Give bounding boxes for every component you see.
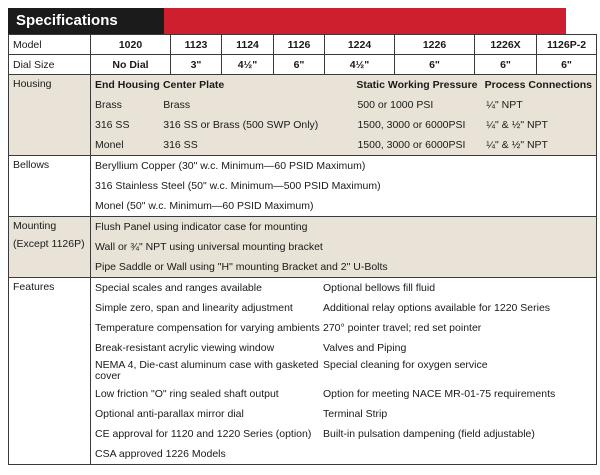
mounting-item: Wall or ¾" NPT using universal mounting bracket — [95, 241, 323, 253]
feature-item: CSA approved 1226 Models — [95, 448, 226, 460]
features-content — [91, 278, 597, 465]
feature-item: Built-in pulsation dampening (field adjustable) — [323, 428, 535, 440]
dial-size-cell: 4½" — [222, 55, 274, 75]
model-cell: 1126 — [274, 35, 325, 55]
model-row — [9, 35, 597, 55]
feature-item: Low friction "O" ring sealed shaft output — [95, 388, 279, 400]
housing-section — [9, 75, 597, 156]
housing-content — [91, 75, 597, 156]
feature-row — [95, 298, 592, 318]
bellows-item: Beryllium Copper (30" w.c. Minimum—60 PSID Maximum) — [95, 160, 366, 172]
bellows-item: Monel (50" w.c. Minimum—60 PSID Maximum) — [95, 200, 314, 212]
feature-item: Optional anti-parallax mirror dial — [95, 408, 244, 420]
feature-item: Terminal Strip — [323, 408, 388, 420]
housing-cell: ¼" & ½" NPT — [486, 119, 548, 131]
feature-item: NEMA 4, Die-cast aluminum case with gasketed cover — [95, 359, 319, 382]
housing-cell: Brass — [95, 99, 122, 111]
feature-item: Special cleaning for oxygen service — [323, 359, 488, 371]
housing-cell: 1500, 3000 or 6000PSI — [357, 139, 466, 151]
dial-size-row — [9, 55, 597, 75]
mounting-label-cell — [9, 217, 91, 278]
model-cell: 1020 — [91, 35, 171, 55]
mounting-section — [9, 217, 597, 278]
bellows-section — [9, 156, 597, 217]
header-red-bar — [164, 8, 566, 34]
housing-header: End Housing — [95, 79, 160, 91]
feature-item: Simple zero, span and linearity adjustment — [95, 302, 293, 314]
housing-cell: ¼" & ½" NPT — [486, 139, 548, 151]
specifications-sheet — [8, 8, 592, 465]
housing-header-row — [95, 75, 592, 95]
feature-row — [95, 338, 592, 358]
dial-size-cell: 6" — [274, 55, 325, 75]
features-section — [9, 278, 597, 465]
housing-cell: 316 SS or Brass (500 SWP Only) — [163, 119, 319, 131]
model-label: Model — [9, 35, 91, 55]
dial-size-cell: 6" — [537, 55, 597, 75]
dial-size-cell: 4½" — [325, 55, 395, 75]
housing-header: Process Connections — [484, 79, 592, 91]
housing-cell: 1500, 3000 or 6000PSI — [357, 119, 466, 131]
housing-cell: 316 SS — [163, 139, 198, 151]
feature-item: Option for meeting NACE MR-01-75 requirements — [323, 388, 556, 400]
model-cell: 1224 — [325, 35, 395, 55]
dial-size-cell: 6" — [475, 55, 537, 75]
housing-header: Static Working Pressure — [356, 79, 478, 91]
feature-item: Optional bellows fill fluid — [323, 282, 436, 294]
housing-label: Housing — [9, 75, 91, 156]
specifications-header — [8, 8, 566, 34]
specifications-table — [8, 34, 597, 465]
mounting-item: Pipe Saddle or Wall using "H" mounting Bracket and 2" U-Bolts — [95, 261, 388, 273]
dial-size-cell: No Dial — [91, 55, 171, 75]
feature-item: Valves and Piping — [323, 342, 407, 354]
housing-row — [95, 135, 592, 155]
model-cell: 1226X — [475, 35, 537, 55]
feature-row — [95, 384, 592, 404]
housing-cell: Monel — [95, 139, 124, 151]
housing-cell: Brass — [163, 99, 191, 111]
feature-row — [95, 424, 592, 444]
feature-item: CE approval for 1120 and 1220 Series (option) — [95, 428, 312, 440]
mounting-item: Flush Panel using indicator case for mounting — [95, 221, 308, 233]
feature-item: 270° pointer travel; red set pointer — [323, 322, 482, 334]
feature-row — [95, 444, 592, 464]
feature-row — [95, 318, 592, 338]
housing-cell: ¼" NPT — [486, 99, 523, 111]
bellows-label: Bellows — [9, 156, 91, 217]
mounting-label: Mounting — [13, 220, 57, 232]
feature-item: Break-resistant acrylic viewing window — [95, 342, 275, 354]
model-cell: 1124 — [222, 35, 274, 55]
bellows-content — [91, 156, 597, 217]
mounting-content — [91, 217, 597, 278]
housing-cell: 500 or 1000 PSI — [357, 99, 434, 111]
section-title: Specifications — [8, 8, 164, 34]
feature-row — [95, 404, 592, 424]
features-label: Features — [9, 278, 91, 465]
mounting-sublabel: (Except 1126P) — [13, 238, 85, 250]
feature-item: Special scales and ranges available — [95, 282, 262, 294]
dial-size-cell: 3" — [171, 55, 222, 75]
feature-row — [95, 278, 592, 298]
feature-item: Additional relay options available for 1220 Series — [323, 302, 551, 314]
housing-row — [95, 115, 592, 135]
dial-size-cell: 6" — [395, 55, 475, 75]
model-cell: 1226 — [395, 35, 475, 55]
dial-size-label: Dial Size — [9, 55, 91, 75]
model-cell: 1123 — [171, 35, 222, 55]
feature-row — [95, 358, 592, 384]
housing-cell: 316 SS — [95, 119, 130, 131]
model-cell: 1126P-2 — [537, 35, 597, 55]
feature-item: Temperature compensation for varying ambients — [95, 322, 320, 334]
housing-header: Center Plate — [162, 79, 225, 91]
bellows-item: 316 Stainless Steel (50" w.c. Minimum—500 PSID Maximum) — [95, 180, 381, 192]
housing-row — [95, 95, 592, 115]
